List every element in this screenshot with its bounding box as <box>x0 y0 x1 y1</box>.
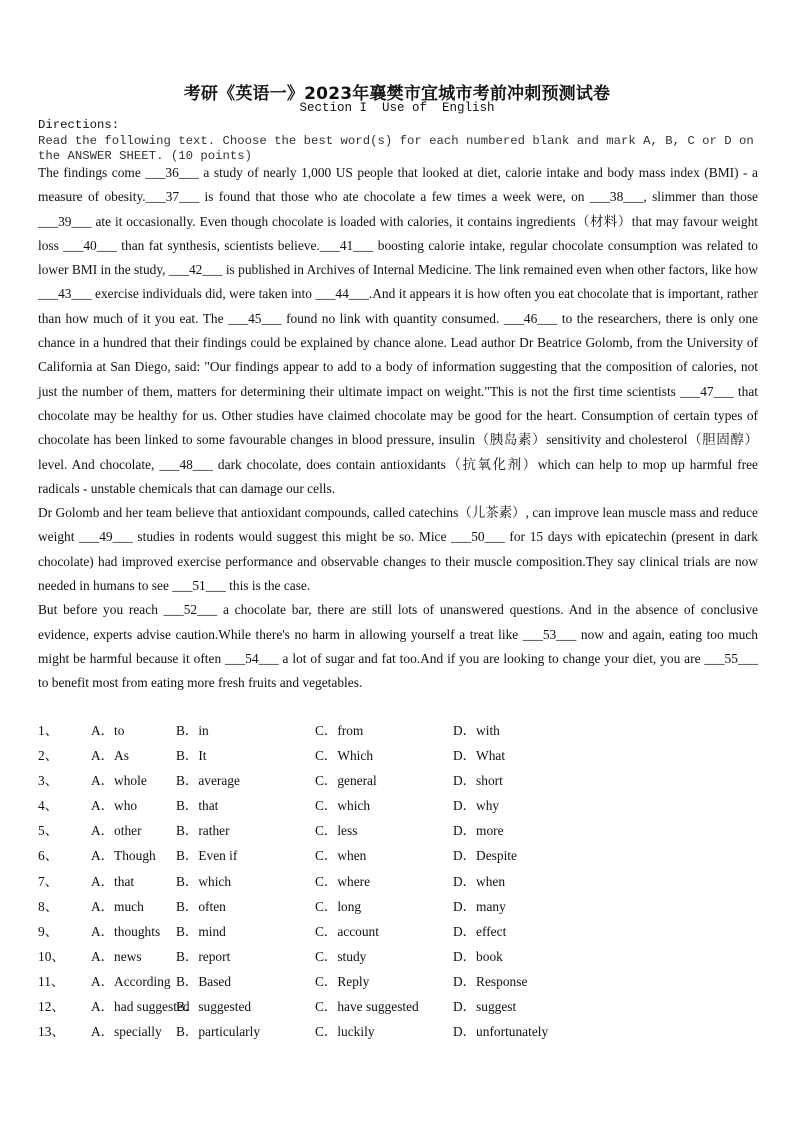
option-d: D．Response <box>453 973 528 989</box>
option-b: B．report <box>176 948 231 964</box>
directions-block <box>38 118 758 165</box>
question-row <box>38 795 758 820</box>
option-c: C．general <box>315 773 377 789</box>
question-row <box>38 971 758 996</box>
question-row <box>38 770 758 795</box>
option-a: A．much <box>91 898 144 914</box>
page-title: 考研《英语一》2023年襄樊市宜城市考前冲刺预测试卷 <box>183 84 611 104</box>
question-row <box>38 820 758 845</box>
question-row <box>38 745 758 770</box>
section-subtitle: Section I Use of English <box>299 101 495 115</box>
option-d: D．effect <box>453 923 507 939</box>
option-c: C．have suggested <box>315 999 419 1015</box>
option-d: D．What <box>453 748 506 764</box>
question-number: 10、 <box>38 948 65 964</box>
question-number: 13、 <box>38 1024 65 1040</box>
question-number: 11、 <box>38 973 65 989</box>
option-c: C．study <box>315 948 367 964</box>
option-c: C．luckily <box>315 1024 375 1040</box>
option-a: A．thoughts <box>91 923 161 939</box>
directions-label: Directions: <box>38 118 120 132</box>
question-number: 8、 <box>38 898 59 914</box>
option-a: A．to <box>91 723 125 738</box>
question-number: 4、 <box>38 798 59 814</box>
option-d: D．with <box>453 723 500 738</box>
option-c: C．Reply <box>315 973 370 989</box>
option-c: C．less <box>315 823 358 839</box>
option-b: B．that <box>176 798 219 814</box>
option-b: B．suggested <box>176 999 252 1015</box>
answer-options <box>38 720 758 1046</box>
option-a: A．had suggested <box>91 999 190 1015</box>
question-row <box>38 845 758 870</box>
option-c: C．when <box>315 848 367 864</box>
option-b: B．often <box>176 898 226 914</box>
option-d: D．when <box>453 873 506 889</box>
question-row <box>38 871 758 896</box>
option-d: D．why <box>453 798 500 814</box>
option-c: C．long <box>315 898 362 914</box>
option-b: B．It <box>176 748 207 764</box>
question-row <box>38 921 758 946</box>
option-c: C．Which <box>315 748 374 764</box>
question-row <box>38 720 758 745</box>
option-a: A．As <box>91 748 129 764</box>
option-d: D．Despite <box>453 848 517 864</box>
option-b: B．in <box>176 723 209 738</box>
option-b: B．Based <box>176 973 232 989</box>
question-number: 6、 <box>38 848 59 864</box>
question-row <box>38 1021 758 1046</box>
question-number: 9、 <box>38 923 59 939</box>
option-a: A．According <box>91 973 171 989</box>
option-c: C．which <box>315 798 371 814</box>
option-a: A．whole <box>91 773 147 789</box>
question-row <box>38 946 758 971</box>
option-a: A．who <box>91 798 138 814</box>
question-number: 12、 <box>38 999 65 1015</box>
question-number: 5、 <box>38 823 59 839</box>
passage-paragraph: But before you reach ___52___ a chocolate bar, there are still lots of unanswered questions. And in the absence of conclusive evidence, experts advise caution.While there's no harm in allowing yourself a treat like ___53___ now and again, eating too much might be harmful because it often ___54___ a lot of sugar and fat too.And if you are looking to change your diet, you are ___55___ to benefit most from eating more fresh fruits and vegetables. <box>38 602 758 691</box>
option-b: B．Even if <box>176 848 238 864</box>
option-c: C．from <box>315 723 364 738</box>
passage-paragraph: The findings come ___36___ a study of nearly 1,000 US people that looked at diet, calorie intake and body mass index (BMI) - a measure of obesity.___37___ is found that those who ate chocolate a few times a week were, on ___38___, slimmer than those ___39___ ate it occasionally. Even though chocolate is loaded with calories, it contains ingredients（材料）that may favour weight loss ___40___ than fat synthesis, scientists believe.___41___ boosting calorie intake, regular chocolate consumption was related to lower BMI in the study, ___42___ is published in Archives of Internal Medicine. The link remained even when other factors, like how ___43___ exercise individuals did, were taken into ___44___.And it appears it is how often you eat chocolate that is important, rather than how much of it you eat. The ___45___ found no link with quantity consumed. ___46___ to the researchers, there is only one chance in a hundred that their findings could be explained by chance alone. Lead author Dr Beatrice Golomb, from the University of California at San Diego, said: "Our findings appear to add to a body of information suggesting that the composition of calories, not just the number of them, matters for determining their ultimate impact on weight."This is not the first time scientists ___47___ that chocolate may be healthy for us. Other studies have claimed chocolate may be good for the heart. Consumption of certain types of chocolate has been linked to some favourable changes in blood pressure, insulin（胰岛素）sensitivity and cholesterol（胆固醇）level. And chocolate, ___48___ dark chocolate, does contain antioxidants（抗氧化剂）which can help to mop up harmful free radicals - unstable chemicals that can damage our cells. <box>38 165 758 496</box>
directions-text: Read the following text. Choose the best word(s) for each numbered blank and mark A, B, C or D on the ANSWER SHEET. (10 points) <box>38 133 754 163</box>
option-d: D．suggest <box>453 999 517 1015</box>
question-number: 2、 <box>38 748 59 764</box>
option-d: D．book <box>453 948 503 964</box>
option-a: A．specially <box>91 1024 162 1040</box>
option-a: A．that <box>91 873 135 889</box>
option-b: B．particularly <box>176 1024 261 1040</box>
question-row <box>38 896 758 921</box>
option-d: D．more <box>453 823 504 839</box>
passage-paragraph: Dr Golomb and her team believe that antioxidant compounds, called catechins（儿茶素）, can improve lean muscle mass and reduce weight ___49___ studies in rodents would suggest this might be so. Mice ___50___ for 15 days with epicatechin (present in dark chocolate) had improved exercise performance and observable changes to their muscle composition.They say clinical trials are now needed in humans to see ___51___ this is the case. <box>38 505 758 594</box>
option-d: D．unfortunately <box>453 1024 549 1040</box>
reading-passage <box>38 161 758 696</box>
option-b: B．rather <box>176 823 230 839</box>
option-b: B．mind <box>176 923 226 939</box>
question-number: 3、 <box>38 773 59 789</box>
option-c: C．account <box>315 923 379 939</box>
question-number: 1、 <box>38 723 59 738</box>
option-d: D．short <box>453 773 503 789</box>
option-d: D．many <box>453 898 506 914</box>
question-number: 7、 <box>38 873 59 889</box>
option-b: B．which <box>176 873 232 889</box>
question-row <box>38 996 758 1021</box>
option-a: A．Though <box>91 848 156 864</box>
option-c: C．where <box>315 873 371 889</box>
option-a: A．news <box>91 948 142 964</box>
option-a: A．other <box>91 823 142 839</box>
option-b: B．average <box>176 773 240 789</box>
